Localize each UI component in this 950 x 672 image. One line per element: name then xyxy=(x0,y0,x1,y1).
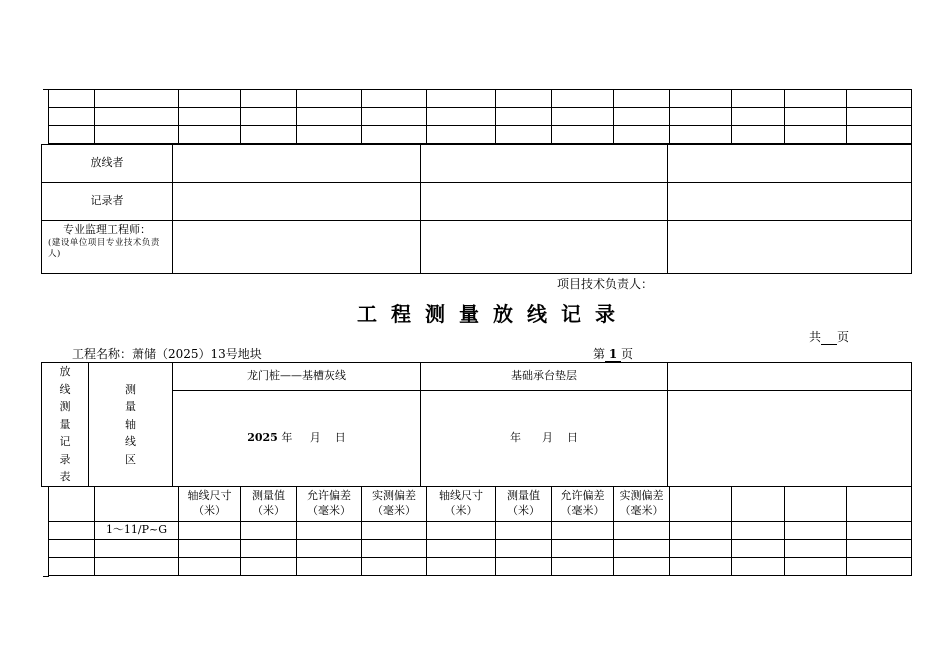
measure-col-header: 实测偏差 （毫米） xyxy=(362,487,427,522)
drafter-label: 放线者 xyxy=(42,145,173,183)
vertical-char: 轴 xyxy=(125,417,136,431)
date-year: 2025 xyxy=(247,430,278,444)
header-row xyxy=(42,363,912,391)
recorder-label: 记录者 xyxy=(42,183,173,221)
measurement-header-row xyxy=(49,487,912,522)
vertical-char: 量 xyxy=(59,417,71,431)
total-pages-prefix: 共 xyxy=(809,330,822,344)
section-title: 龙门桩——基槽灰线 xyxy=(173,363,421,391)
vertical-char: 测 xyxy=(59,400,71,413)
signature-table xyxy=(41,144,912,274)
date-row xyxy=(42,391,912,486)
page-number xyxy=(593,345,633,362)
page-number-suffix: 页 xyxy=(621,347,634,361)
measure-col-header: 轴线尺寸 （米） xyxy=(427,487,496,522)
record-vertical-label-cell xyxy=(42,363,89,487)
total-pages-suffix: 页 xyxy=(837,330,850,344)
signature-row xyxy=(42,183,912,221)
top-grid-row xyxy=(49,108,912,126)
signature-row xyxy=(42,145,912,183)
measure-col-header: 测量值 （米） xyxy=(241,487,297,522)
axis-zone-label xyxy=(89,381,172,469)
total-pages xyxy=(809,328,849,345)
measure-col-header: 测量值 （米） xyxy=(496,487,552,522)
measure-col-header: 允许偏差 （毫米） xyxy=(297,487,362,522)
total-pages-blank xyxy=(821,330,837,345)
top-grid-table xyxy=(48,89,912,144)
vertical-char: 记 xyxy=(59,435,71,448)
measure-col-header: 允许偏差 （毫米） xyxy=(552,487,614,522)
supervisor-label: 专业监理工程师： xyxy=(63,223,151,236)
measurement-row xyxy=(49,558,912,576)
vertical-char: 表 xyxy=(59,470,71,483)
signature-row xyxy=(42,221,912,274)
record-vertical-label xyxy=(42,363,88,486)
date-cell: 2025 年 月 日 xyxy=(173,391,421,486)
page-title: 工程测量放线记录 xyxy=(357,302,629,326)
project-name: 工程名称：萧储（2025）13号地块 xyxy=(72,347,262,361)
measurement-row xyxy=(49,540,912,558)
vertical-char: 区 xyxy=(125,452,136,466)
date-cell: 年 月 日 xyxy=(421,391,668,486)
margin-tick xyxy=(43,576,49,577)
axis-zone-cell xyxy=(89,363,173,487)
record-header-table xyxy=(41,362,912,487)
vertical-char: 量 xyxy=(125,400,136,413)
top-grid-row xyxy=(49,90,912,108)
vertical-char: 线 xyxy=(59,382,71,396)
supervisor-cell xyxy=(42,221,173,274)
measurement-table xyxy=(48,486,912,576)
section-title: 基础承台垫层 xyxy=(421,363,668,391)
vertical-char: 线 xyxy=(125,435,136,448)
vertical-char: 录 xyxy=(59,452,71,466)
vertical-char: 测 xyxy=(125,382,136,396)
top-grid-row xyxy=(49,126,912,144)
measure-col-header: 实测偏差 （毫米） xyxy=(614,487,670,522)
measure-col-header: 轴线尺寸 （米） xyxy=(179,487,241,522)
axis-cell: 1～11/P~G xyxy=(95,522,179,540)
page-number-prefix: 第 xyxy=(593,347,606,361)
tech-lead-label: 项目技术负责人： xyxy=(557,277,654,291)
vertical-char: 放 xyxy=(59,365,71,378)
supervisor-note: (建设单位项目专业技术负责人) xyxy=(48,237,160,260)
page-number-value: 1 xyxy=(605,347,621,362)
measurement-row xyxy=(49,522,912,540)
